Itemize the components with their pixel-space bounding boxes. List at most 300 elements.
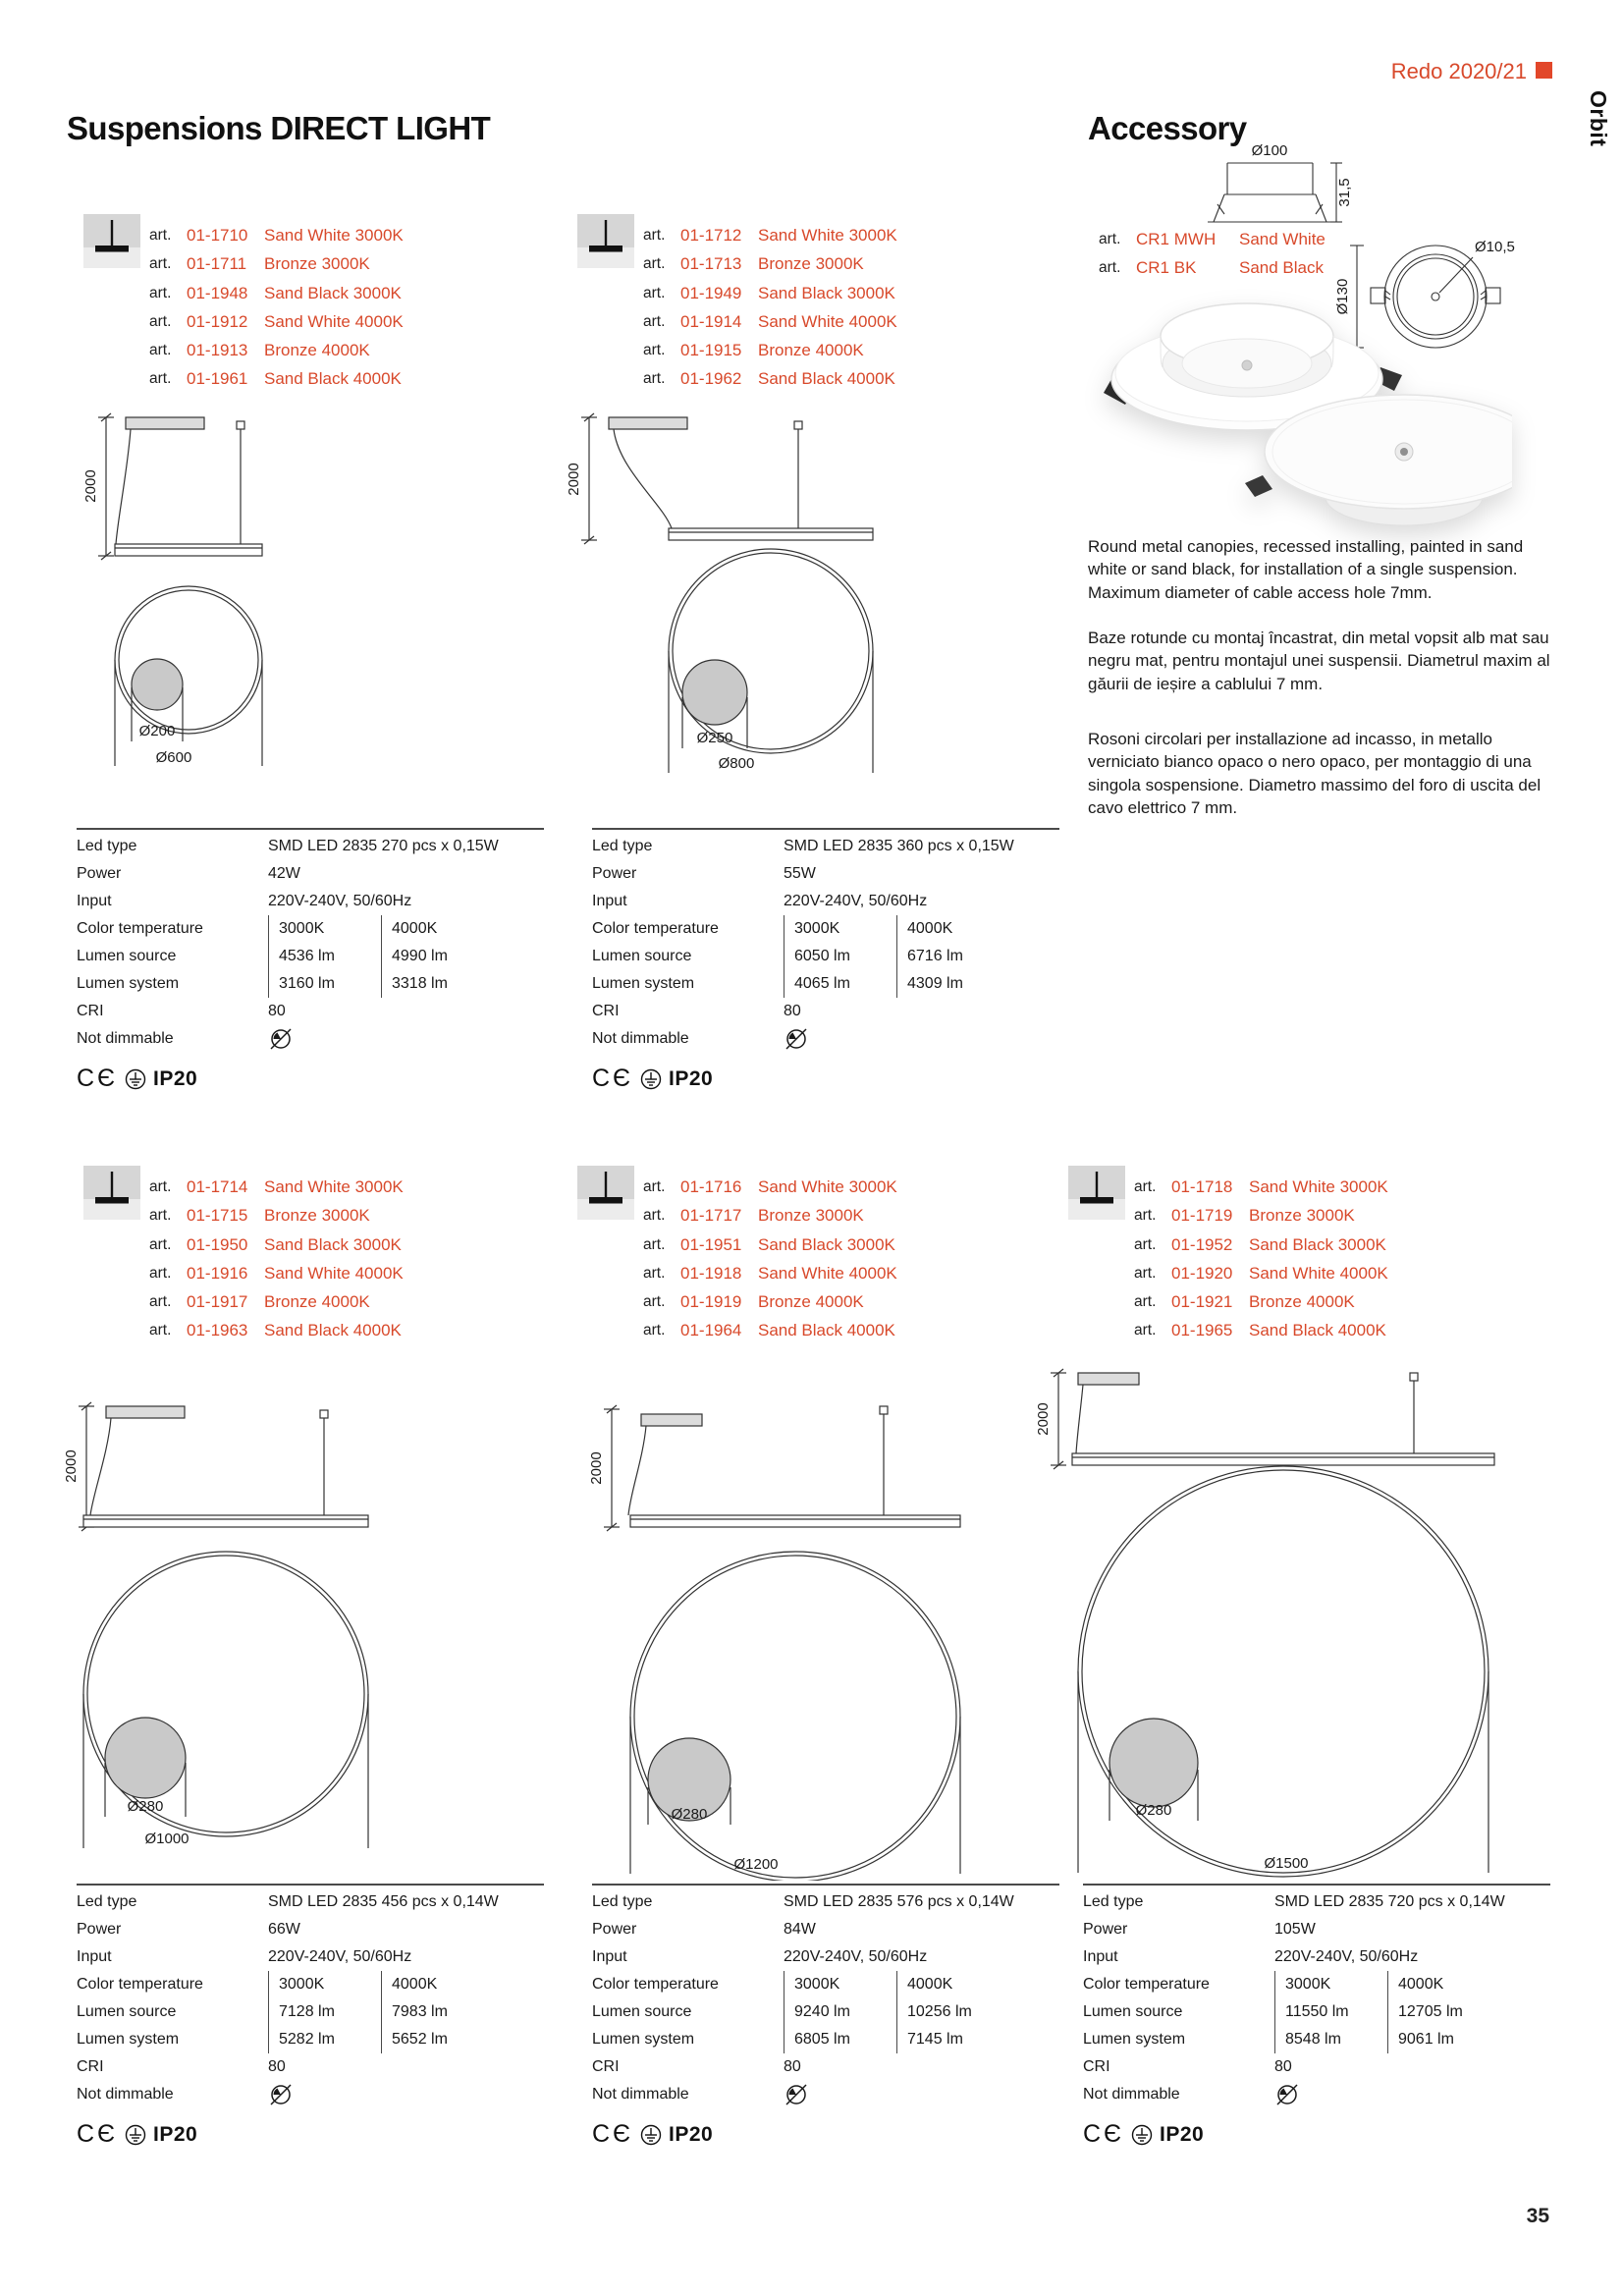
not-dimmable-icon: [784, 1026, 809, 1052]
art-row: [149, 1230, 404, 1259]
art-row: [643, 1201, 897, 1230]
spec-label: Not dimmable: [77, 1030, 174, 1047]
spec-label: Lumen system: [1083, 2031, 1186, 2048]
art-code: 01-1714: [187, 1177, 248, 1196]
spec-value-3000k: 4065 lm: [784, 970, 896, 998]
art-prefix: art.: [1099, 259, 1121, 277]
ground-class-icon: [640, 1068, 662, 1090]
art-finish: Sand Black 4000K: [1249, 1321, 1386, 1340]
spec-row: [77, 1888, 544, 1916]
art-code: CR1 MWH: [1136, 230, 1217, 248]
spec-row: [1083, 2053, 1550, 2081]
spec-label: Color temperature: [77, 920, 203, 937]
ce-mark: CЄ: [592, 1065, 634, 1092]
collection-tab: Orbit: [1586, 90, 1611, 147]
certifications: [592, 2120, 1059, 2149]
spec-row: [1083, 1998, 1550, 2026]
art-code: 01-1952: [1171, 1234, 1233, 1254]
product-block-5-arts: [1068, 1166, 1388, 1345]
accessory-description-it: Rosoni circolari per installazione ad incasso, in metallo verniciato bianco opaco o nero opaco, per montaggio di una singola sospensione. Diametro massimo del foro di uscita del cavo elettrico 7 mm.: [1088, 730, 1542, 818]
spec-label: Input: [1083, 1948, 1118, 1965]
spec-row: [1083, 1943, 1550, 1971]
spec-value-3000k: 6050 lm: [784, 943, 896, 970]
spec-value: SMD LED 2835 456 pcs x 0,14W: [268, 1893, 499, 1910]
spec-value-3000k: 3000K: [784, 1971, 896, 1998]
art-prefix: art.: [149, 1207, 172, 1225]
spec-row: [77, 998, 544, 1025]
art-finish: Sand White 4000K: [758, 311, 897, 331]
art-row: [643, 336, 897, 364]
spec-value: SMD LED 2835 360 pcs x 0,15W: [784, 838, 1014, 854]
art-row: [643, 1316, 897, 1344]
spec-row: [77, 1971, 544, 1998]
spec-row: [77, 2026, 544, 2053]
art-code: 01-1920: [1171, 1263, 1233, 1283]
drawing-suspension-1000: [39, 1370, 383, 1856]
art-prefix: art.: [149, 255, 172, 273]
art-finish: Sand White 4000K: [264, 311, 404, 331]
certifications: [77, 1065, 544, 1093]
spec-label: Input: [77, 893, 112, 909]
art-finish: Sand White 4000K: [264, 1263, 404, 1283]
art-finish: Sand White 3000K: [758, 226, 897, 245]
pendant-lamp-icon: [577, 214, 634, 268]
spec-row: [77, 833, 544, 860]
not-dimmable-icon: [784, 2082, 809, 2107]
art-row: [149, 1316, 404, 1344]
art-prefix: art.: [643, 1207, 666, 1225]
spec-label: Input: [592, 1948, 627, 1965]
ce-mark: CЄ: [77, 1065, 119, 1092]
art-finish: Bronze 4000K: [264, 1292, 370, 1312]
art-row: [643, 1173, 897, 1201]
dim-top: Ø100: [1251, 142, 1288, 159]
spec-label: Power: [592, 1921, 637, 1938]
dim-hole: Ø10,5: [1475, 239, 1515, 255]
spec-row: [592, 1971, 1059, 1998]
spec-row: [77, 860, 544, 888]
dim-drop: 2000: [82, 469, 99, 503]
spec-value: 220V-240V, 50/60Hz: [268, 893, 412, 909]
spec-value-4000k: 4309 lm: [896, 970, 963, 998]
art-finish: Bronze 4000K: [758, 341, 864, 360]
spec-label: Led type: [77, 838, 137, 854]
spec-row: [1083, 1971, 1550, 1998]
dim-drop: 2000: [588, 1451, 605, 1485]
art-code: 01-1918: [680, 1263, 742, 1283]
ip-rating: IP20: [669, 2122, 714, 2146]
art-code: 01-1711: [187, 254, 247, 274]
accessory-description-ro: Baze rotunde cu montaj încastrat, din metal vopsit alb mat sau negru mat, pentru montajul unei suspensii. Diametrul maxim al găurii de ieșire a cablului 7 mm.: [1088, 629, 1550, 693]
art-code: 01-1914: [680, 311, 742, 331]
art-row: [1134, 1173, 1388, 1201]
art-code: 01-1715: [187, 1206, 248, 1226]
spec-value-3000k: 9240 lm: [784, 1998, 896, 2026]
art-prefix: art.: [643, 370, 666, 388]
spec-value-4000k: 7983 lm: [381, 1998, 448, 2026]
art-prefix: art.: [643, 1264, 666, 1282]
art-code: 01-1949: [680, 283, 742, 302]
ip-rating: IP20: [153, 1066, 198, 1090]
art-row: [1134, 1259, 1388, 1287]
product-block-1-arts: [83, 214, 404, 394]
art-code: 01-1719: [1171, 1206, 1233, 1226]
art-row: [149, 1173, 404, 1201]
spec-label: Lumen source: [77, 948, 177, 964]
certifications: [592, 1065, 1059, 1093]
art-prefix: art.: [149, 1235, 172, 1253]
pendant-lamp-icon: [83, 1166, 140, 1220]
dim-drop: 2000: [1035, 1402, 1052, 1436]
art-prefix: art.: [1134, 1178, 1157, 1195]
spec-row: [592, 888, 1059, 915]
spec-value: SMD LED 2835 720 pcs x 0,14W: [1274, 1893, 1505, 1910]
dim-inner: Ø280: [671, 1806, 708, 1823]
art-prefix: art.: [643, 1322, 666, 1339]
art-finish: Sand Black 4000K: [264, 369, 402, 389]
spec-row: [77, 1916, 544, 1943]
art-finish: Bronze 4000K: [1249, 1292, 1355, 1312]
art-code: 01-1951: [680, 1234, 742, 1254]
art-finish: Bronze 3000K: [264, 254, 370, 274]
dim-drop: 2000: [566, 463, 582, 496]
art-finish: Sand White 3000K: [758, 1177, 897, 1196]
art-row: [1134, 1201, 1388, 1230]
product-block-2-arts: [577, 214, 897, 394]
art-finish: Sand Black 4000K: [758, 1321, 895, 1340]
spec-row: [77, 1025, 544, 1053]
spec-value-3000k: 3000K: [268, 1971, 381, 1998]
art-prefix: art.: [643, 1178, 666, 1195]
art-finish: Sand Black 3000K: [1249, 1234, 1386, 1254]
spec-label: CRI: [592, 2058, 620, 2075]
dim-outer: Ø1200: [733, 1856, 779, 1873]
spec-row: [592, 2026, 1059, 2053]
spec-row: [77, 888, 544, 915]
spec-value: 105W: [1274, 1921, 1316, 1938]
art-prefix: art.: [1134, 1293, 1157, 1311]
spec-row: [592, 1888, 1059, 1916]
spec-label: Color temperature: [592, 1976, 719, 1993]
pendant-lamp-icon: [1068, 1166, 1125, 1220]
spec-row: [592, 943, 1059, 970]
art-prefix: art.: [1134, 1207, 1157, 1225]
spec-value-4000k: 12705 lm: [1387, 1998, 1463, 2026]
spec-label: Power: [1083, 1921, 1128, 1938]
product-block-4-arts: [577, 1166, 897, 1345]
art-code: 01-1919: [680, 1292, 742, 1312]
art-code: 01-1961: [187, 369, 248, 389]
spec-value: 84W: [784, 1921, 816, 1938]
spec-label: Lumen system: [77, 975, 180, 992]
spec-value-4000k: 4000K: [381, 915, 437, 943]
spec-row: [77, 943, 544, 970]
art-finish: Sand White 4000K: [1249, 1263, 1388, 1283]
art-row: [643, 307, 897, 336]
spec-row: [77, 970, 544, 998]
spec-row: [592, 2053, 1059, 2081]
not-dimmable-icon: [1274, 2082, 1300, 2107]
dim-inner: Ø200: [138, 723, 176, 739]
dim-plate: Ø130: [1334, 278, 1351, 315]
spec-row: [592, 915, 1059, 943]
spec-value-4000k: 4000K: [896, 1971, 952, 1998]
art-prefix: art.: [643, 312, 666, 330]
spec-label: Not dimmable: [77, 2086, 174, 2103]
spec-value: SMD LED 2835 270 pcs x 0,15W: [268, 838, 499, 854]
art-code: 01-1921: [1171, 1292, 1233, 1312]
art-prefix: art.: [149, 1293, 172, 1311]
spec-value: SMD LED 2835 576 pcs x 0,14W: [784, 1893, 1014, 1910]
art-finish: Sand Black 4000K: [264, 1321, 402, 1340]
art-finish: Bronze 4000K: [264, 341, 370, 360]
art-prefix: art.: [149, 312, 172, 330]
art-finish: Sand Black 4000K: [758, 369, 895, 389]
drawing-suspension-1500: [1031, 1367, 1512, 1883]
art-prefix: art.: [1134, 1322, 1157, 1339]
spec-table-2: [592, 828, 1059, 1093]
spec-label: Input: [592, 893, 627, 909]
spec-label: CRI: [1083, 2058, 1110, 2075]
spec-value-3000k: 3000K: [784, 915, 896, 943]
art-code: 01-1912: [187, 311, 248, 331]
product-block-3-arts: [83, 1166, 404, 1345]
art-prefix: art.: [643, 342, 666, 359]
art-prefix: art.: [643, 227, 666, 244]
accessory-description-en: Round metal canopies, recessed installing, painted in sand white or sand black, for installation of a single suspension. Maximum diameter of cable access hole 7mm.: [1088, 537, 1524, 602]
spec-value-4000k: 10256 lm: [896, 1998, 972, 2026]
dim-outer: Ø800: [718, 755, 755, 772]
spec-row: [1083, 2026, 1550, 2053]
art-finish: Sand White 3000K: [264, 226, 404, 245]
spec-label: Lumen system: [77, 2031, 180, 2048]
art-prefix: art.: [643, 284, 666, 301]
art-finish: Sand Black 3000K: [264, 1234, 402, 1254]
dim-inner: Ø250: [696, 730, 733, 746]
dim-height: 31,5: [1336, 178, 1353, 207]
spec-label: Color temperature: [77, 1976, 203, 1993]
spec-label: Lumen source: [1083, 2003, 1183, 2020]
art-code: 01-1712: [680, 226, 742, 245]
spec-label: Lumen source: [592, 948, 692, 964]
art-finish: Bronze 3000K: [758, 1206, 864, 1226]
art-row: [149, 1201, 404, 1230]
spec-value: 80: [1274, 2058, 1292, 2075]
art-prefix: art.: [149, 1264, 172, 1282]
spec-row: [1083, 1916, 1550, 1943]
spec-label: CRI: [77, 1003, 104, 1019]
art-row: [643, 221, 897, 249]
art-code: 01-1718: [1171, 1177, 1233, 1196]
spec-value-3000k: 3000K: [1274, 1971, 1387, 1998]
spec-value-4000k: 5652 lm: [381, 2026, 448, 2053]
art-row: [149, 221, 404, 249]
ground-class-icon: [125, 2124, 146, 2146]
dim-outer: Ø1500: [1264, 1855, 1309, 1872]
art-row: [149, 249, 404, 278]
art-code: 01-1965: [1171, 1321, 1233, 1340]
art-finish: Sand Black 3000K: [758, 283, 895, 302]
spec-label: CRI: [592, 1003, 620, 1019]
spec-value-4000k: 4990 lm: [381, 943, 448, 970]
art-prefix: art.: [149, 1178, 172, 1195]
art-code: 01-1962: [680, 369, 742, 389]
art-row: [1134, 1287, 1388, 1316]
spec-value: 80: [784, 1003, 801, 1019]
spec-row: [77, 2081, 544, 2108]
spec-row: [592, 1025, 1059, 1053]
pendant-lamp-icon: [83, 214, 140, 268]
dim-inner: Ø280: [1135, 1802, 1172, 1819]
spec-value: 66W: [268, 1921, 300, 1938]
spec-value: 220V-240V, 50/60Hz: [784, 1948, 928, 1965]
dim-inner: Ø280: [127, 1798, 164, 1815]
art-row: [643, 249, 897, 278]
spec-label: Power: [77, 865, 122, 882]
spec-label: Power: [592, 865, 637, 882]
art-finish: Sand White 4000K: [758, 1263, 897, 1283]
spec-label: Color temperature: [592, 920, 719, 937]
spec-value: 220V-240V, 50/60Hz: [268, 1948, 412, 1965]
spec-row: [592, 1998, 1059, 2026]
spec-value-3000k: 8548 lm: [1274, 2026, 1387, 2053]
spec-label: Lumen source: [592, 2003, 692, 2020]
art-row: [643, 364, 897, 393]
spec-value: 42W: [268, 865, 300, 882]
spec-label: Lumen source: [77, 2003, 177, 2020]
spec-value: 80: [784, 2058, 801, 2075]
art-prefix: art.: [643, 1235, 666, 1253]
art-code: 01-1710: [187, 226, 248, 245]
spec-row: [592, 860, 1059, 888]
art-row: [643, 1259, 897, 1287]
spec-table-3: [77, 1884, 544, 2149]
art-row: [643, 279, 897, 307]
art-row: [149, 364, 404, 393]
art-row: [149, 336, 404, 364]
spec-label: Led type: [1083, 1893, 1144, 1910]
accessory-product-photo: [1090, 273, 1512, 536]
art-prefix: art.: [149, 1322, 172, 1339]
art-prefix: art.: [149, 370, 172, 388]
drawing-suspension-1200: [565, 1370, 987, 1881]
art-code: 01-1964: [680, 1321, 742, 1340]
art-finish: Bronze 3000K: [1249, 1206, 1355, 1226]
art-code: 01-1916: [187, 1263, 248, 1283]
spec-value: 80: [268, 2058, 286, 2075]
art-finish: Bronze 4000K: [758, 1292, 864, 1312]
art-prefix: art.: [149, 342, 172, 359]
spec-label: Color temperature: [1083, 1976, 1210, 1993]
art-finish: Bronze 3000K: [264, 1206, 370, 1226]
pendant-lamp-icon: [577, 1166, 634, 1220]
drawing-suspension-800: [550, 410, 923, 776]
page-title-right: Accessory: [1088, 110, 1247, 146]
art-prefix: art.: [643, 1293, 666, 1311]
art-row: [643, 1230, 897, 1259]
spec-value-3000k: 11550 lm: [1274, 1998, 1387, 2026]
spec-value: 220V-240V, 50/60Hz: [784, 893, 928, 909]
certifications: [1083, 2120, 1550, 2149]
spec-value-3000k: 6805 lm: [784, 2026, 896, 2053]
spec-value-3000k: 3160 lm: [268, 970, 381, 998]
catalog-edition-label: Redo 2020/21: [1390, 59, 1527, 83]
spec-label: Power: [77, 1921, 122, 1938]
spec-value-4000k: 9061 lm: [1387, 2026, 1454, 2053]
art-finish: Sand White 3000K: [264, 1177, 404, 1196]
art-code: 01-1915: [680, 341, 742, 360]
ground-class-icon: [1131, 2124, 1153, 2146]
art-code: 01-1948: [187, 283, 248, 302]
spec-value-4000k: 6716 lm: [896, 943, 963, 970]
art-finish: Sand Black 3000K: [264, 283, 402, 302]
not-dimmable-icon: [268, 2082, 294, 2107]
art-prefix: art.: [149, 284, 172, 301]
dim-drop: 2000: [63, 1449, 80, 1483]
spec-value-4000k: 4000K: [1387, 1971, 1443, 1998]
ground-class-icon: [125, 1068, 146, 1090]
spec-table-1: [77, 828, 544, 1093]
ip-rating: IP20: [153, 2122, 198, 2146]
ce-mark: CЄ: [1083, 2120, 1125, 2148]
art-finish: Bronze 3000K: [758, 254, 864, 274]
art-finish: Sand Black 3000K: [758, 1234, 895, 1254]
dim-outer: Ø600: [155, 749, 192, 766]
art-finish: Sand White 3000K: [1249, 1177, 1388, 1196]
art-prefix: art.: [149, 227, 172, 244]
art-row: [149, 307, 404, 336]
spec-label: Led type: [77, 1893, 137, 1910]
spec-label: CRI: [77, 2058, 104, 2075]
spec-value-3000k: 7128 lm: [268, 1998, 381, 2026]
spec-value: 80: [268, 1003, 286, 1019]
art-row: [149, 1287, 404, 1316]
art-row: [149, 279, 404, 307]
spec-row: [77, 1943, 544, 1971]
ip-rating: IP20: [1160, 2122, 1205, 2146]
art-prefix: art.: [1134, 1264, 1157, 1282]
spec-value-4000k: 4000K: [381, 1971, 437, 1998]
spec-value: 55W: [784, 865, 816, 882]
art-row: [1134, 1316, 1388, 1344]
spec-label: Lumen system: [592, 975, 695, 992]
drawing-suspension-600: [39, 410, 363, 776]
spec-value-4000k: 4000K: [896, 915, 952, 943]
spec-label: Input: [77, 1948, 112, 1965]
spec-row: [1083, 2081, 1550, 2108]
spec-row: [592, 1916, 1059, 1943]
spec-label: Led type: [592, 1893, 653, 1910]
page-number: 35: [1526, 2205, 1549, 2227]
dim-outer: Ø1000: [144, 1831, 189, 1847]
spec-label: Not dimmable: [592, 1030, 689, 1047]
art-code: 01-1717: [680, 1206, 742, 1226]
spec-value-3000k: 4536 lm: [268, 943, 381, 970]
art-finish: Sand White: [1239, 230, 1325, 248]
art-code: CR1 BK: [1136, 258, 1197, 278]
art-code: 01-1913: [187, 341, 248, 360]
ce-mark: CЄ: [592, 2120, 634, 2148]
page-title-left: Suspensions DIRECT LIGHT: [67, 110, 491, 146]
art-row: [149, 1259, 404, 1287]
art-code: 01-1716: [680, 1177, 742, 1196]
art-code: 01-1963: [187, 1321, 248, 1340]
art-row: [643, 1287, 897, 1316]
spec-label: Lumen system: [592, 2031, 695, 2048]
spec-row: [592, 970, 1059, 998]
art-code: 01-1950: [187, 1234, 248, 1254]
spec-value-3000k: 3000K: [268, 915, 381, 943]
